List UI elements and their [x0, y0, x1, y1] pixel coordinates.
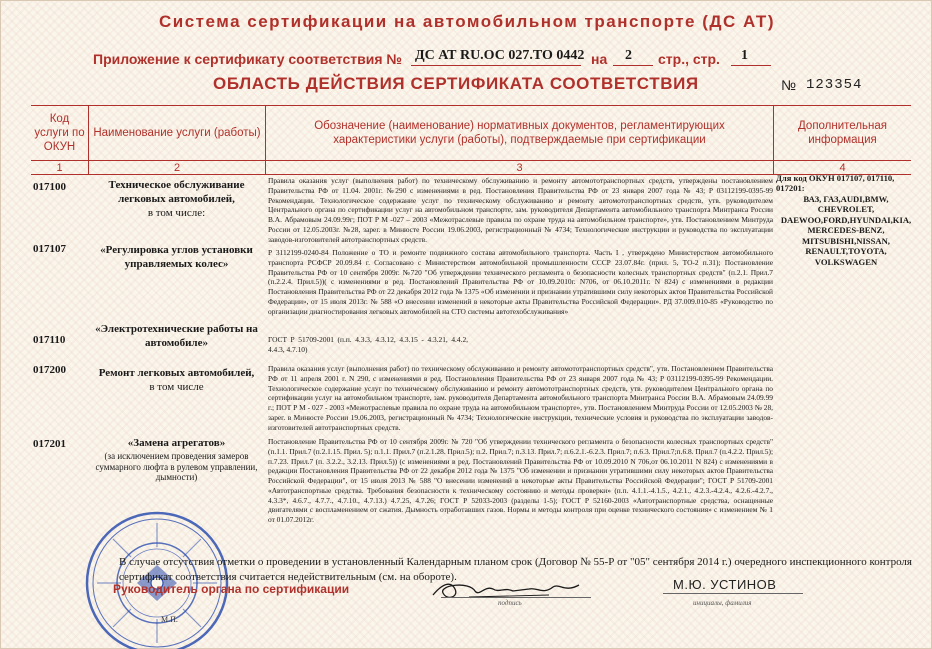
- pages-total: 2: [625, 48, 632, 63]
- header-additional: Дополнительная информация: [798, 120, 887, 146]
- service-name: Ремонт легковых автомобилей,: [98, 367, 255, 379]
- header-service: Наименование услуги (работы): [89, 106, 266, 162]
- certificate-number: ДС АТ RU.ОС 027.ТО 0442: [415, 48, 585, 63]
- service-name: «Замена агрегатов»: [127, 437, 226, 449]
- row-service: [89, 367, 264, 395]
- col-num-1: 1: [31, 161, 89, 175]
- pages-total-underline: [613, 65, 653, 66]
- signature-line: [441, 597, 591, 598]
- row-service: [89, 244, 264, 272]
- signature-caption: подпись: [498, 599, 522, 607]
- col-num-2: 2: [89, 161, 266, 175]
- row-documents: Правила оказания услуг (выполнения работ) по техническому обслуживанию и ремонту автомототранспортных средств", утв. Постановлением Правительства РФ от 11 апреля 2001 г. N 290, с изменениями в ред. Постановления Правительства РФ от 23 января 2007 года № 43; Р 03112199-0395-99 Рекомендации. Технологическое содержание услуг по техническому обслуживанию и ремонту автомототранспортных средств, утв. руководителем Центрального органа по сертификации услуг на автомобильном транспорте, зам. руководителя Департамента автомобильного транспорта Минтранса России В.А. Абрамовым 24.09.99 г.; ПОТ Р М - 027 - 2003 «Межотраслевые правила по охране труда на автомобильном транспорте», утв. Постановлением Минтруда России от 12.05.2003 № 28, зарег. в Минюсте России 19.06.2003, регистрационный № 4734; Технологические инструкции, технические условия и руководства по эксплуатации заводов-изготовителей автотранспортных средств.: [268, 364, 773, 432]
- name-line: [663, 593, 803, 594]
- head-of-certification-body-label: Руководитель органа по сертификации: [113, 582, 350, 596]
- number-sign: №: [781, 77, 797, 93]
- table-header: [31, 105, 911, 161]
- service-note: в том числе: [149, 380, 204, 393]
- header-documents: Обозначение (наименование) нормативных документов, регламентирующих характеристики услуги (работы), подтверждаемые при сертификации: [266, 106, 774, 162]
- row-documents: Р 3112199-0240-84 Положение о ТО и ремонте подвижного состава автомобильного транспорта. Часть I , утверждено Министерством автомобильного транспорта РСФСР 20.09.84 г. Согласовано с Министерством автомобильной промышленности СССР 23.07.84г. (прил. 5, ТО-2 п.31); Постановление Правительства РФ от 10 сентября 2009г. №720 "Об утверждении технического регламента о безопасности колесных транспортных средств" (п.2.1. Прил.7 (п.2.2.4. Прил.5))( с изменениями в ред. Постановлений Правительства РФ от 10.09.2010г. N706, от 06.10.2011г. N 824) с изменениями в редакции Постановления Правительства РФ от 22 декабря 2012 года № 1375 «Об изменении и признании утратившими силу некоторых актов Правительства Российской Федерации», от 15 июля 2013г. № 588 «О внесении изменений в некоторые акты Правительства Российской Федерации». РД 37.009.010-85 «Руководство по организации диагностирования легковых автомобилей на СТО системы автотехобслуживания»: [268, 248, 773, 316]
- additional-info-lead: Для код ОКУН 017107, 017110, 017201:: [776, 173, 895, 194]
- row-code: 017201: [33, 438, 66, 450]
- inspection-note: В случае отсутствия отметки о проведении в установленный Календарным планом срок (Договор № 55-Р от "05" сентября 2014 г.) очередного инспекционного контроля сертификат соответствия считается недействительным (см. на обороте).: [119, 556, 912, 583]
- name-caption: инициалы, фамилия: [693, 599, 752, 607]
- scope-title: ОБЛАСТЬ ДЕЙСТВИЯ СЕРТИФИКАТА СООТВЕТСТВИЯ: [213, 74, 699, 93]
- row-documents: Постановление Правительства РФ от 10 сентября 2009г. № 720 "Об утверждении технического регламента о безопасности колесных транспортных средств" (п.1.1. Прил.7 (п.2.1.15. Прил. 5); п.1.1. Прил.7 (п.2.1.28. Прил.5); п.2. Прил.7; п.3.13. Прил.7; п.6.2.1.-6.2.3. Прил.7; п.6.3. Прил.7;п.6.8. Прил.7 (п.4.2.2. Прил.5); п.7.23. Прил.7 (п. 3.2.2., 3.2.13. Прил.5)) (с изменениями в ред. Постановлений Правительства РФ от 10.09.2010 N 706,от 06.10.2011 N 824) с изменениями в редакции Постановления Правительства РФ от 22 декабря 2012 года № 1375 "Об изменении и признании утратившими силу некоторых актов Правительства Российской Федерации", от 15 июля 2013 № 588 "О внесении изменений в некоторые акты Правительства Российской Федерации"; ГОСТ Р 51709-2001 «Автотранспортные средства. Требования безопасности к техническому состоянию и методы проверки» (п.п. 4.1.1.-4.1.5., 4.2.1., 4.2.3.-4.2.4., 4.2.6.-4.2.7., 4.3.3*, 4.6.7., 4.7.7., 4.7.10., 4.7.13.) 4.7.25, 4.7.26; ГОСТ Р 52033-2003 (разделы 1-5); ГОСТ Р 52160-2003 «Автотранспортные средства, оснащенные двигателями с воспламенением от сжатия. Дымность отработавших газов. Нормы и методы контроля при оценке технического состояния» с изменением № 1 от 01.07.2012г.: [268, 437, 773, 525]
- service-name: «Электротехнические работы на автомобиле»: [95, 323, 258, 349]
- system-title: Система сертификации на автомобильном транспорте (ДС АТ): [159, 12, 775, 31]
- row-documents: Правила оказания услуг (выполнения работ) по техническому обслуживанию и ремонту автомототранспортных средств, утверждены постановлением Правительства РФ от 11.04. 2001г. №290 с изменениями в ред. Постановления Правительства РФ от 23 января 2007 года № 43; Р 03112199-0395-99 Рекомендации. Технологическое содержание услуг по техническому обслуживанию и ремонту автомототранспортных средств, утв. руководителем Центрального органа по сертификации услуг на автомобильном транспорте, зам. руководителя Департамента автомобильного транспорта Минтранса России В.А. Абрамовым 24.09.99г; ПОТ Р М -027 – 2003 «Межотраслевые правила по охране труда на автомобильном транспорте», утв. Постановлением Минтруда России от 12.05.2003г. №28, зарег. в Минюсте России 19.06.2003, регистрационный № 4734; Технологические инструкции и руководства по эксплуатации заводов-изготовителей автотранспортных средств.: [268, 176, 773, 244]
- service-note: в том числе:: [147, 206, 206, 219]
- certificate-number-underline: [411, 65, 581, 66]
- row-code: 017110: [33, 334, 66, 346]
- row-documents: ГОСТ Р 51709-2001 (п.п. 4.3.3, 4.3.12, 4.3.15 - 4.3.21, 4.4.2, 4.4.3, 4.7.10): [268, 335, 468, 354]
- page-current-underline: [731, 65, 771, 66]
- on-label: на: [591, 51, 608, 67]
- service-note: (за исключением проведения замеров суммарного люфта в рулевом управлении, дымности): [95, 450, 258, 483]
- service-name: Техническое обслуживание легковых автомобилей,: [108, 179, 245, 205]
- seal-place-label: М.П.: [161, 615, 178, 624]
- service-name: «Регулировка углов установки управляемых колес»: [100, 244, 253, 270]
- col-num-3: 3: [266, 161, 774, 175]
- row-service: [89, 179, 264, 220]
- row-code: 017200: [33, 364, 66, 376]
- row-code: 017107: [33, 243, 66, 255]
- additional-info: [776, 173, 916, 267]
- row-service: [89, 437, 264, 483]
- page-current: 1: [741, 48, 748, 63]
- signatory-name: М.Ю. УСТИНОВ: [673, 577, 777, 592]
- col-num-4: 4: [839, 162, 846, 174]
- additional-info-brands: ВАЗ, ГАЗ,AUDI,BMW, CHEVROLET, DAEWOO,FORD,HYUNDAI,KIA, MERCEDES-BENZ, MITSUBISHI,NISSAN, RENAULT,TOYOTA, VOLKSWAGEN: [780, 193, 912, 267]
- header-code: Код услуги по ОКУН: [31, 106, 89, 162]
- form-number: 123354: [806, 77, 863, 93]
- pages-label: стр., стр.: [658, 51, 720, 67]
- row-code: 017100: [33, 181, 66, 193]
- row-service: [89, 323, 264, 351]
- appendix-label: Приложение к сертификату соответствия №: [93, 51, 403, 67]
